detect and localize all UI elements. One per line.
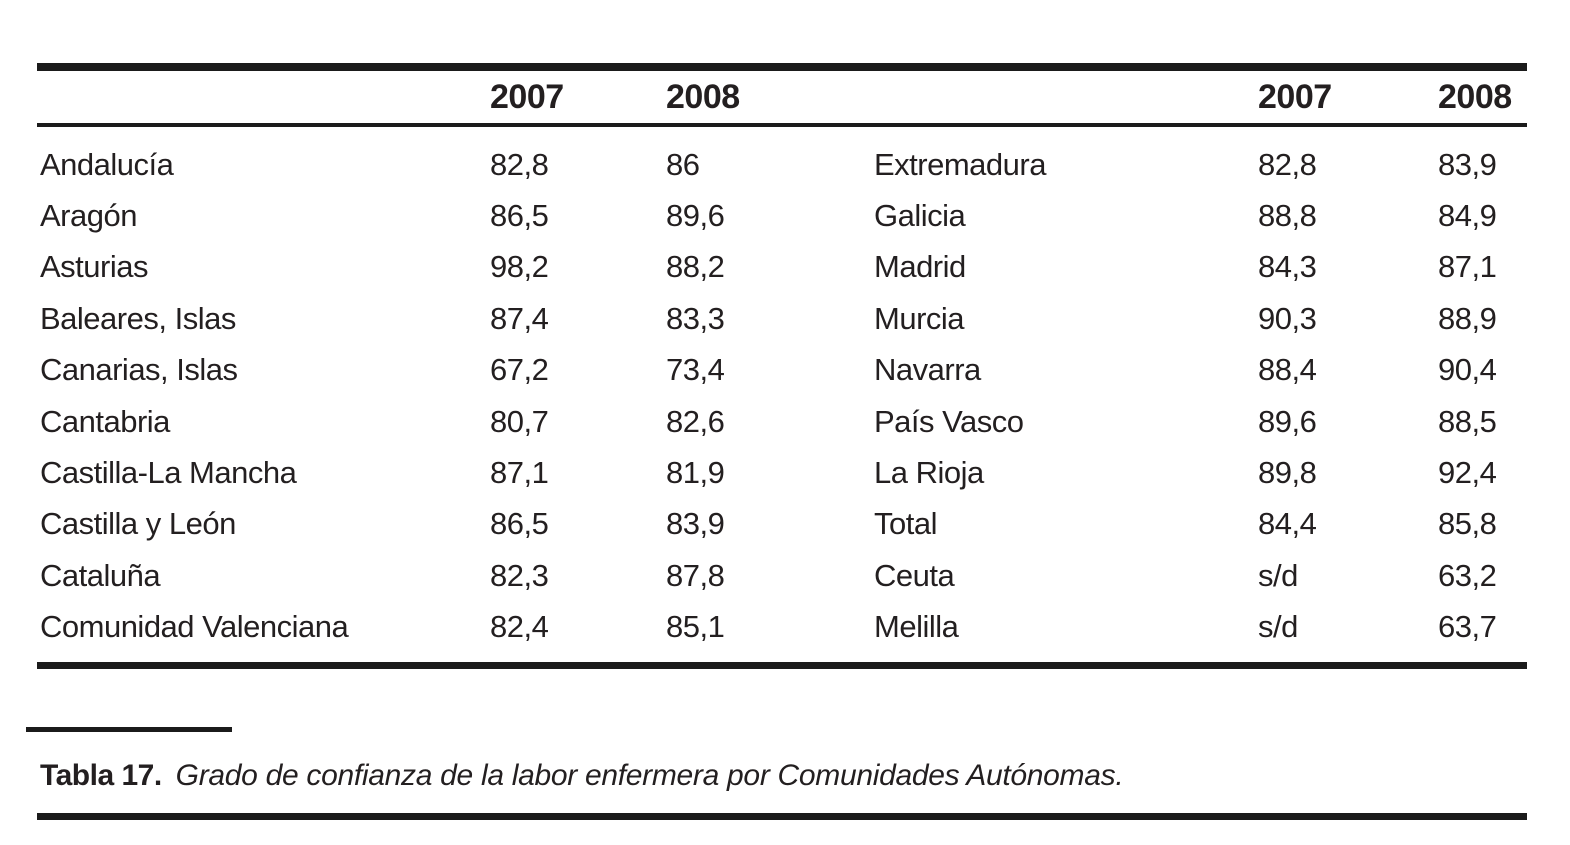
value-left-2008: 85,1	[666, 609, 725, 645]
value-right-2007: s/d	[1258, 557, 1298, 593]
header-underline-rule	[37, 123, 1527, 127]
region-name-left: Baleares, Islas	[40, 300, 236, 336]
header-left-2007: 2007	[490, 78, 564, 116]
value-left-2007: 82,8	[490, 146, 549, 182]
region-name-left: Castilla y León	[40, 506, 236, 542]
value-right-2008: 88,9	[1438, 300, 1497, 336]
page-bottom-rule	[37, 813, 1527, 820]
value-left-2008: 89,6	[666, 198, 725, 234]
region-name-right: Navarra	[874, 352, 981, 388]
value-left-2007: 98,2	[490, 249, 549, 285]
region-name-left: Cantabria	[40, 403, 170, 439]
value-left-2008: 87,8	[666, 557, 725, 593]
value-left-2008: 83,3	[666, 300, 725, 336]
region-name-left: Canarias, Islas	[40, 352, 238, 388]
value-right-2007: 84,4	[1258, 506, 1317, 542]
value-left-2007: 82,4	[490, 609, 549, 645]
table-header-row	[37, 72, 1527, 123]
region-name-right: País Vasco	[874, 403, 1024, 439]
value-left-2007: 87,4	[490, 300, 549, 336]
region-name-left: Castilla-La Mancha	[40, 455, 297, 491]
table-caption	[40, 759, 1123, 793]
table-caption-text: Grado de confianza de la labor enfermera por Comunidades Autónomas.	[175, 759, 1124, 792]
value-left-2007: 86,5	[490, 506, 549, 542]
value-left-2008: 73,4	[666, 352, 725, 388]
value-right-2007: s/d	[1258, 609, 1298, 645]
value-right-2007: 89,6	[1258, 403, 1317, 439]
table-bottom-rule	[37, 662, 1527, 669]
value-right-2007: 84,3	[1258, 249, 1317, 285]
value-left-2008: 86	[666, 146, 700, 182]
value-right-2007: 89,8	[1258, 455, 1317, 491]
value-right-2008: 88,5	[1438, 403, 1497, 439]
region-name-left: Asturias	[40, 249, 148, 285]
header-right-2008: 2008	[1438, 78, 1512, 116]
region-name-right: Extremadura	[874, 146, 1046, 182]
table-caption-number: Tabla 17.	[40, 759, 162, 792]
value-right-2007: 82,8	[1258, 146, 1317, 182]
value-right-2008: 63,7	[1438, 609, 1497, 645]
value-right-2008: 85,8	[1438, 506, 1497, 542]
region-name-right: Murcia	[874, 300, 965, 336]
region-name-left: Aragón	[40, 198, 137, 234]
region-name-right: Melilla	[874, 609, 959, 645]
value-left-2007: 87,1	[490, 455, 549, 491]
value-left-2007: 67,2	[490, 352, 549, 388]
value-left-2007: 82,3	[490, 557, 549, 593]
region-name-right: Ceuta	[874, 557, 955, 593]
region-name-left: Cataluña	[40, 557, 161, 593]
data-table	[37, 139, 1527, 653]
header-left-2008: 2008	[666, 78, 740, 116]
value-left-2007: 80,7	[490, 403, 549, 439]
region-name-right: Madrid	[874, 249, 966, 285]
value-left-2008: 82,6	[666, 403, 725, 439]
footnote-separator-rule	[26, 727, 232, 732]
region-name-left: Comunidad Valenciana	[40, 609, 349, 645]
table-top-rule	[37, 63, 1527, 71]
value-left-2008: 81,9	[666, 455, 725, 491]
value-right-2007: 90,3	[1258, 300, 1317, 336]
region-name-right: La Rioja	[874, 455, 984, 491]
value-right-2008: 87,1	[1438, 249, 1497, 285]
value-right-2007: 88,8	[1258, 198, 1317, 234]
value-right-2007: 88,4	[1258, 352, 1317, 388]
region-name-left: Andalucía	[40, 146, 174, 182]
region-name-right: Galicia	[874, 198, 966, 234]
value-left-2008: 83,9	[666, 506, 725, 542]
region-name-right: Total	[874, 506, 937, 542]
value-right-2008: 92,4	[1438, 455, 1497, 491]
value-right-2008: 90,4	[1438, 352, 1497, 388]
value-right-2008: 84,9	[1438, 198, 1497, 234]
header-right-2007: 2007	[1258, 78, 1332, 116]
value-left-2008: 88,2	[666, 249, 725, 285]
value-right-2008: 83,9	[1438, 146, 1497, 182]
value-right-2008: 63,2	[1438, 557, 1497, 593]
value-left-2007: 86,5	[490, 198, 549, 234]
